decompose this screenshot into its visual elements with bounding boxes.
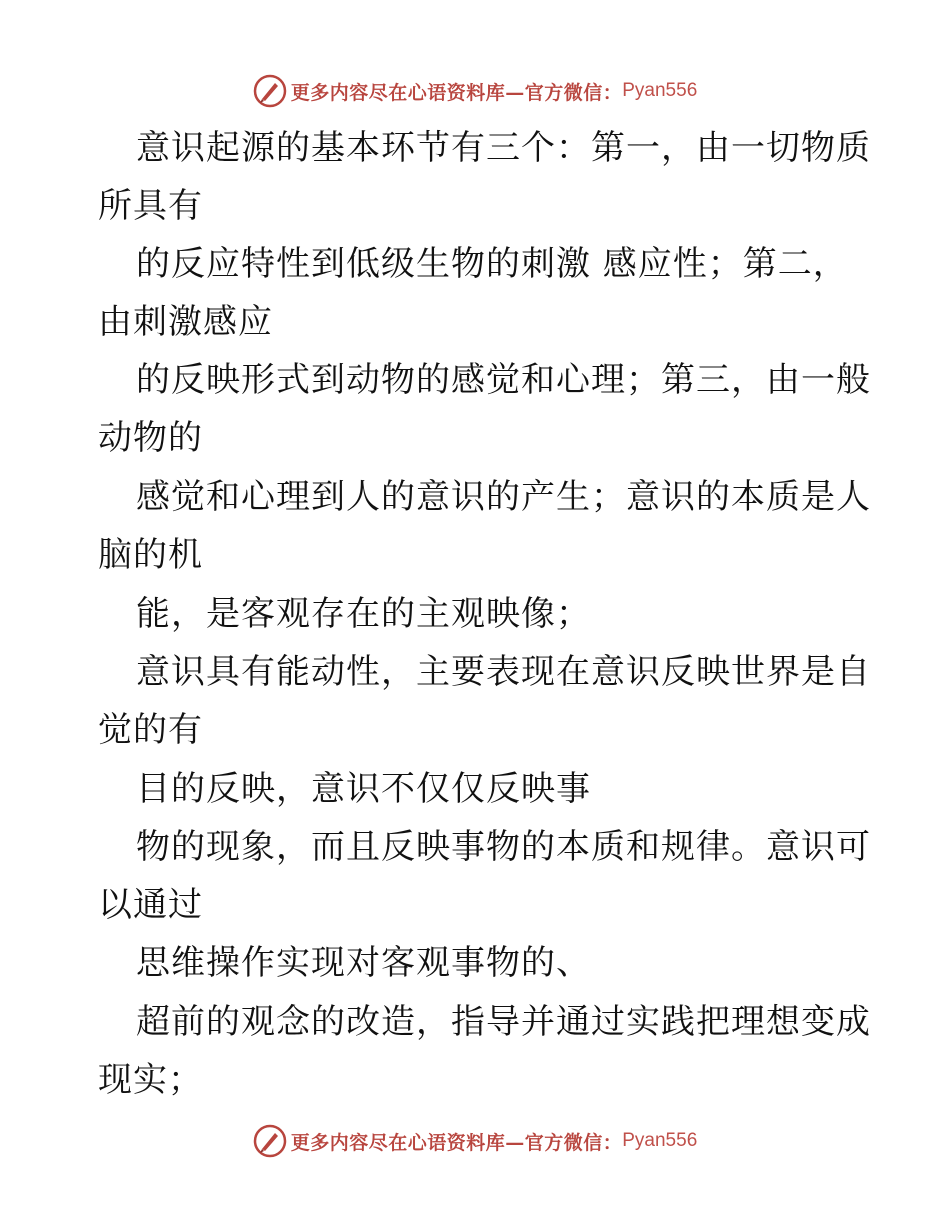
quill-pen-logo-icon [253, 74, 287, 108]
body-line-17: 现实； [98, 1060, 203, 1100]
body-line-15: 思维操作实现对客观事物的、 [136, 943, 591, 983]
body-line-11: 觉的有 [98, 710, 203, 750]
body-line-3: 的反应特性到低级生物的刺激 感应性；第二， [136, 244, 848, 284]
watermark-handle: Pyan556 [622, 1130, 698, 1151]
body-line-5: 的反映形式到动物的感觉和心理；第三，由一般 [136, 360, 871, 400]
body-line-10: 意识具有能动性，主要表现在意识反映世界是自 [136, 652, 871, 692]
body-line-16: 超前的观念的改造，指导并通过实践把理想变成 [136, 1002, 871, 1042]
body-line-4: 由刺激感应 [98, 302, 273, 342]
quill-pen-logo-icon [253, 1124, 287, 1158]
watermark-text: 更多内容尽在心语资料库—官方微信： [290, 1131, 623, 1154]
body-line-14: 以通过 [98, 885, 203, 925]
body-line-12: 目的反映，意识不仅仅反映事 [136, 769, 591, 809]
body-line-7: 感觉和心理到人的意识的产生；意识的本质是人 [136, 477, 871, 517]
watermark-handle: Pyan556 [622, 80, 698, 101]
body-line-9: 能，是客观存在的主观映像； [136, 594, 591, 634]
body-line-8: 脑的机 [98, 535, 203, 575]
body-line-6: 动物的 [98, 418, 203, 458]
body-line-1: 意识起源的基本环节有三个：第一，由一切物质 [136, 128, 871, 168]
body-line-2: 所具有 [98, 186, 203, 226]
header-watermark [0, 71, 950, 111]
watermark-text: 更多内容尽在心语资料库—官方微信： [290, 81, 623, 104]
body-line-13: 物的现象，而且反映事物的本质和规律。意识可 [136, 827, 871, 867]
footer-watermark [0, 1121, 950, 1161]
